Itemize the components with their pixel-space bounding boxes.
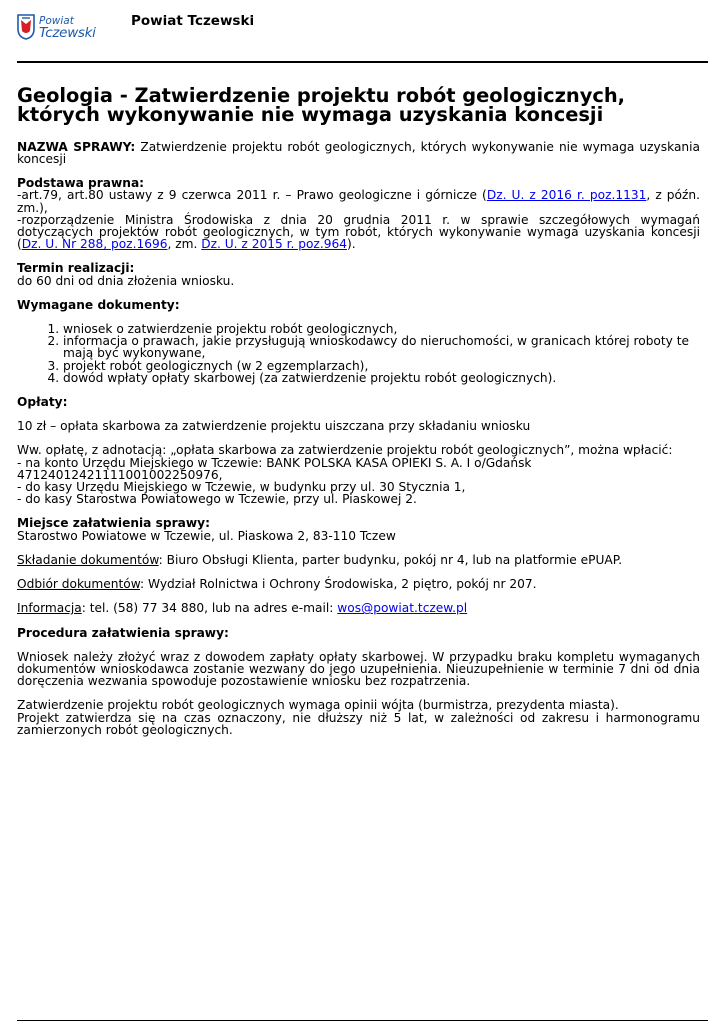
- procedure-text-3: Projekt zatwierdza się na czas oznaczony, nie dłuższy niż 5 lat, w zależności od zakresu i harmonogramu zamierzonych robót geologicznych.: [17, 710, 700, 737]
- case-name-text: Zatwierdzenie projektu robót geologicznych, których wykonywanie nie wymaga uzyskania koncesji: [17, 139, 700, 167]
- case-name-label: NAZWA SPRAWY:: [17, 139, 136, 154]
- submission-text: : Biuro Obsługi Klienta, parter budynku, pokój nr 4, lub na platformie ePUAP.: [158, 552, 623, 567]
- page-header: [17, 12, 708, 63]
- legal-basis-section: [17, 177, 700, 250]
- payment-info: [17, 444, 700, 505]
- deadline-text: do 60 dni od dnia złożenia wniosku.: [17, 273, 235, 288]
- footer-divider: [17, 1020, 708, 1021]
- law-link-2015[interactable]: Dz. U. z 2015 r. poz.964: [201, 237, 347, 252]
- legal-basis-line-2: [17, 214, 700, 251]
- email-link[interactable]: wos@powiat.tczew.pl: [337, 601, 468, 616]
- legal-basis-line-1: [17, 189, 700, 213]
- legal-basis-text: , zm.: [167, 237, 202, 252]
- location-address: Starostwo Powiatowe w Tczewie, ul. Piaskowa 2, 83-110 Tczew: [17, 528, 396, 543]
- list-item: 2. informacja o prawach, jakie przysługują wnioskodawcy do nieruchomości, w granicach której roboty te mają być wykonywane,: [63, 335, 700, 359]
- procedure-text-1: Wniosek należy złożyć wraz z dowodem zapłaty opłaty skarbowej. W przypadku braku kompletu wymaganych dokumentów wnioskodawca zostanie wezwany do jego uzupełnienia. Nieuzupełnienie w terminie 7 dni od dnia doręczenia wezwania spowoduje pozostawienie wniosku bez rozpatrzenia.: [17, 649, 700, 689]
- payment-line: 47124012421111001002250976,: [17, 467, 223, 482]
- pickup-info: [17, 578, 700, 590]
- fees-section: [17, 396, 700, 505]
- deadline-heading: Termin realizacji:: [17, 261, 135, 276]
- legal-basis-text: -art.79, art.80 ustawy z 9 czerwca 2011 r. – Prawo geologiczne i górnicze (: [17, 188, 487, 203]
- list-item: 4. dowód wpłaty opłaty skarbowej (za zatwierdzenie projektu robót geologicznych).: [63, 372, 700, 384]
- documents-section: [17, 299, 700, 384]
- logo[interactable]: [17, 14, 117, 60]
- legal-basis-text: -rozporządzenie Ministra Środowiska z dnia 20 grudnia 2011 r. w sprawie szczegółowych wymagań dotyczących projektów robót geologicznych, w tym robót, których wykonywanie wymaga uzyskania koncesji (: [17, 212, 700, 252]
- contact-label: Informacja: [17, 601, 82, 616]
- procedure-section: [17, 627, 700, 736]
- site-name: Powiat Tczewski: [131, 13, 255, 29]
- payment-line: Ww. opłatę, z adnotacją: „opłata skarbowa za zatwierdzenie projektu robót geologicznych”, można wpłacić:: [17, 443, 673, 458]
- logo-text-top: Powiat: [39, 15, 74, 27]
- fees-amount: 10 zł – opłata skarbowa za zatwierdzenie projektu uiszczana przy składaniu wniosku: [17, 419, 531, 434]
- page-title: Geologia - Zatwierdzenie projektu robót geologicznych, których wykonywanie nie wymaga uzyskania koncesji: [17, 84, 626, 127]
- documents-heading: Wymagane dokumenty:: [17, 297, 180, 312]
- law-link-288[interactable]: Dz. U. Nr 288, poz.1696: [21, 237, 168, 252]
- location-heading: Miejsce załatwienia sprawy:: [17, 516, 210, 531]
- list-item: 1. wniosek o zatwierdzenie projektu robót geologicznych,: [63, 323, 700, 335]
- law-link-2016[interactable]: Dz. U. z 2016 r. poz.1131: [486, 188, 647, 203]
- pickup-text: : Wydział Rolnictwa i Ochrony Środowiska, 2 piętro, pokój nr 207.: [140, 577, 537, 592]
- contact-info: [17, 602, 700, 614]
- procedure-text-2: Zatwierdzenie projektu robót geologicznych wymaga opinii wójta (burmistrza, prezydenta miasta).: [17, 698, 619, 713]
- legal-basis-text: ).: [346, 237, 356, 252]
- payment-line: - do kasy Urzędu Miejskiego w Tczewie, w budynku przy ul. 30 Stycznia 1,: [17, 480, 466, 495]
- location-section: [17, 517, 700, 614]
- legal-basis-heading: Podstawa prawna:: [17, 176, 145, 191]
- submission-info: [17, 554, 700, 566]
- coat-of-arms-icon: [17, 14, 35, 40]
- logo-text-main: Tczewski: [39, 25, 96, 41]
- submission-label: Składanie dokumentów: [17, 552, 159, 567]
- main-content: [17, 86, 700, 736]
- pickup-label: Odbiór dokumentów: [17, 577, 141, 592]
- payment-line: - do kasy Starostwa Powiatowego w Tczewie, przy ul. Piaskowej 2.: [17, 492, 417, 507]
- deadline-section: [17, 262, 700, 286]
- procedure-heading: Procedura załatwienia sprawy:: [17, 625, 229, 640]
- documents-list: [17, 323, 700, 384]
- payment-line: - na konto Urzędu Miejskiego w Tczewie: BANK POLSKA KASA OPIEKI S. A. I o/Gdańsk: [17, 455, 532, 470]
- fees-heading: Opłaty:: [17, 395, 68, 410]
- list-item: 3. projekt robót geologicznych (w 2 egzemplarzach),: [63, 360, 700, 372]
- legal-basis-text: , z późn. zm.),: [17, 188, 700, 215]
- contact-text: : tel. (58) 77 34 880, lub na adres e-mail:: [81, 601, 338, 616]
- case-name: [17, 141, 700, 165]
